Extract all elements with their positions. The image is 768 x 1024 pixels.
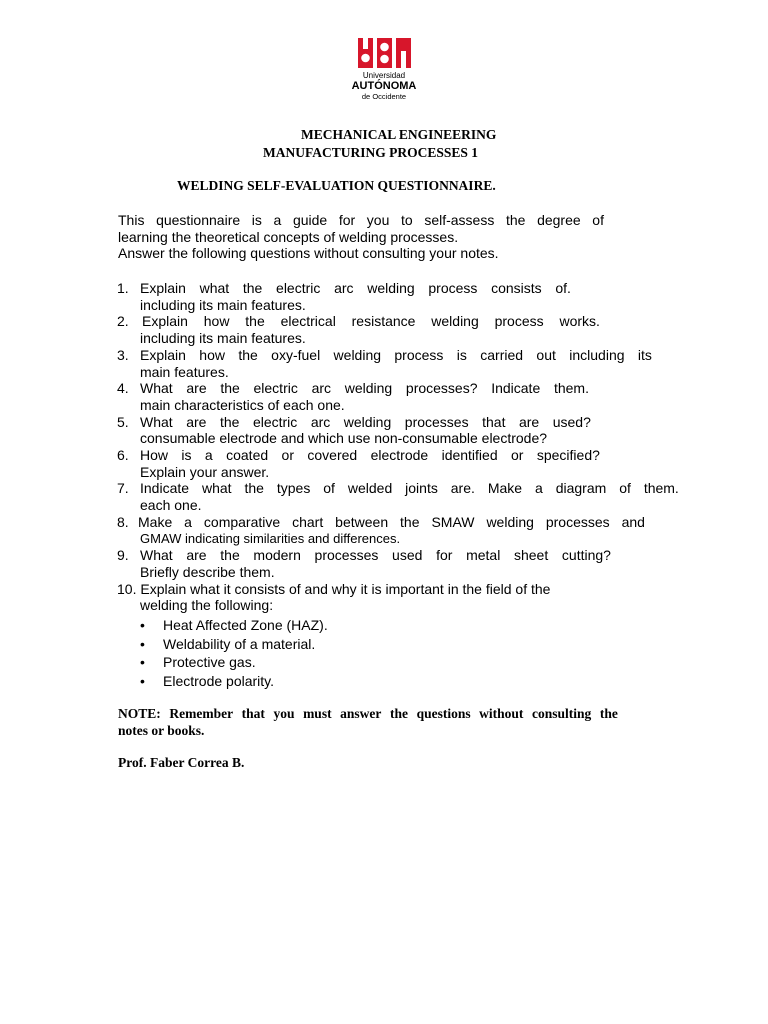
question-text: [140, 414, 591, 431]
word: how: [199, 346, 225, 363]
word: electric: [276, 280, 321, 296]
word: oxy-fuel: [271, 346, 321, 363]
question-item: [117, 547, 679, 580]
word: Remember: [169, 706, 234, 721]
word: processes: [314, 547, 379, 564]
question-number: 7.: [117, 480, 129, 497]
word: Explain: [142, 313, 188, 330]
word: how: [203, 313, 230, 330]
question-text: [142, 313, 600, 330]
course-department: MECHANICAL ENGINEERING: [301, 127, 497, 142]
questionnaire-title: WELDING SELF-EVALUATION QUESTIONNAIRE.: [177, 178, 496, 193]
word: welding: [333, 346, 382, 363]
word: Make: [487, 480, 523, 497]
word: the: [244, 480, 264, 497]
bullet-icon: •: [140, 635, 145, 652]
word: welding: [367, 280, 415, 296]
question-continuation: main features.: [140, 363, 229, 380]
question-continuation: welding the following:: [140, 597, 274, 614]
word: the: [238, 346, 258, 363]
course-name: MANUFACTURING PROCESSES 1: [263, 145, 479, 160]
question-item: [117, 414, 679, 447]
question-continuation: GMAW indicating similarities and differences.: [140, 530, 401, 546]
note-line-2: notes or books.: [118, 723, 205, 738]
word: are: [186, 547, 207, 564]
word: the: [505, 212, 526, 228]
word: to: [401, 212, 413, 228]
question-text: [140, 280, 571, 297]
word: welding: [486, 513, 534, 530]
question-number: 9.: [117, 547, 129, 564]
bullet-icon: •: [140, 654, 145, 671]
question-item: [117, 347, 679, 380]
word: welding: [343, 413, 392, 430]
word: of.: [555, 280, 571, 296]
word: answer: [340, 706, 382, 721]
word: them.: [643, 480, 679, 497]
question-number: 6.: [117, 447, 129, 464]
word: a: [204, 447, 213, 464]
logo-line-1: Universidad: [362, 71, 406, 80]
word: for: [338, 212, 356, 228]
word: without: [479, 706, 524, 721]
note-line-1: [118, 705, 618, 722]
word: comparative: [203, 513, 281, 530]
word: SMAW: [431, 513, 475, 530]
word: coated: [226, 447, 269, 464]
word: the: [245, 313, 265, 330]
word: diagram: [555, 480, 607, 497]
word: NOTE:: [118, 706, 161, 721]
word: consists: [491, 280, 542, 296]
word: out: [536, 346, 556, 363]
word: must: [303, 706, 332, 721]
question-text: [140, 480, 679, 497]
word: of: [592, 212, 604, 228]
word: them.: [553, 380, 589, 397]
bullet-icon: •: [140, 617, 145, 634]
question-number: 5.: [117, 413, 129, 430]
question-item: [117, 313, 679, 346]
word: what: [199, 280, 230, 296]
question-item: [117, 480, 679, 513]
question-text: [140, 547, 611, 564]
word: arc: [334, 280, 354, 296]
word: works.: [559, 313, 600, 330]
word: covered: [307, 447, 358, 464]
word: What: [140, 547, 173, 564]
word: What: [140, 413, 173, 430]
word: carried: [480, 346, 524, 363]
question-text: [140, 380, 589, 397]
word: arc: [310, 413, 331, 430]
word: questionnaire: [156, 212, 241, 228]
word: the: [219, 413, 240, 430]
intro-line-3: Answer the following questions without consulting your notes.: [118, 245, 499, 262]
question-text: [140, 447, 600, 464]
word: or: [281, 447, 294, 464]
professor-signature: Prof. Faber Correa B.: [118, 755, 245, 770]
word: questions: [416, 706, 471, 721]
word: you: [366, 212, 390, 228]
word: that: [482, 413, 506, 430]
word: for: [436, 547, 453, 564]
word: including: [569, 346, 625, 363]
question-item: [117, 280, 679, 313]
question-continuation: including its main features.: [140, 296, 306, 313]
word: electric: [252, 413, 298, 430]
word: sheet: [513, 547, 549, 564]
word: metal: [466, 547, 501, 564]
question-number: 2.: [117, 313, 129, 330]
word: are.: [450, 480, 475, 497]
bullet-text: Electrode polarity.: [163, 672, 275, 689]
word: or: [511, 447, 524, 464]
word: the: [599, 706, 618, 721]
word: the: [242, 280, 263, 296]
question-text: [140, 347, 652, 364]
word: consulting: [532, 706, 592, 721]
word: guide: [292, 212, 328, 228]
word: processes?: [405, 380, 478, 397]
question-item: [117, 514, 679, 547]
word: processes: [545, 513, 610, 530]
word: between: [335, 513, 389, 530]
word: and: [621, 513, 645, 530]
question-text: 10. Explain what it consists of and why it is important in the field of the: [117, 580, 551, 597]
word: self-assess: [424, 212, 495, 228]
bullet-item: [140, 672, 679, 691]
word: are: [186, 413, 207, 430]
word: process: [394, 346, 444, 363]
word: Explain: [140, 280, 186, 296]
bullet-item: [140, 635, 679, 654]
word: welded: [347, 480, 393, 497]
word: a: [273, 212, 282, 228]
word: the: [220, 547, 240, 564]
word: what: [201, 480, 232, 497]
word: used: [392, 547, 423, 564]
word: degree: [537, 212, 581, 228]
logo-line-2: AUTÓNOMA: [351, 80, 417, 92]
question-continuation: Briefly describe them.: [140, 563, 275, 580]
question-number: 1.: [117, 280, 129, 296]
word: that: [241, 706, 265, 721]
word: the: [389, 706, 408, 721]
bullet-list: [140, 616, 679, 690]
word: electrical: [280, 313, 336, 330]
bullet-text: Protective gas.: [163, 654, 256, 671]
question-continuation: Explain your answer.: [140, 463, 270, 480]
word: a: [184, 513, 192, 530]
word: the: [400, 513, 420, 530]
word: Indicate: [491, 380, 541, 397]
word: Make: [138, 513, 173, 530]
word: Explain: [140, 346, 186, 363]
question-list: [117, 280, 679, 690]
question-item: [117, 581, 679, 690]
word: types: [276, 480, 311, 497]
question-item: [117, 380, 679, 413]
word: How: [140, 447, 169, 464]
word: used?: [552, 413, 591, 430]
bullet-item: [140, 616, 679, 635]
word: arc: [311, 380, 332, 397]
bullet-text: Weldability of a material.: [163, 635, 316, 652]
word: processes: [404, 413, 469, 430]
question-number: 8.: [117, 513, 129, 530]
bullet-item: [140, 653, 679, 672]
question-continuation: including its main features.: [140, 330, 306, 347]
question-item: [117, 447, 679, 480]
word: the: [220, 380, 240, 397]
word: you: [273, 706, 295, 721]
intro-paragraph: [118, 212, 604, 262]
word: electrode: [370, 447, 429, 464]
word: specified?: [536, 447, 600, 464]
word: a: [534, 480, 543, 497]
intro-line-1: [118, 212, 604, 229]
word: are: [518, 413, 540, 430]
question-continuation: each one.: [140, 497, 202, 514]
question-number: 4.: [117, 380, 129, 397]
word: welding: [344, 380, 393, 397]
word: process: [428, 280, 478, 296]
word: cutting?: [561, 547, 611, 564]
word: identified: [441, 447, 498, 464]
question-text: [138, 514, 645, 531]
question-continuation: main characteristics of each one.: [140, 396, 345, 413]
word: chart: [292, 513, 324, 530]
university-logo-mark: [346, 36, 422, 72]
word: resistance: [351, 313, 416, 330]
word: is: [181, 447, 192, 464]
bullet-icon: •: [140, 672, 145, 689]
logo-text: [330, 72, 438, 101]
word: joints: [405, 480, 438, 497]
word: This: [118, 212, 145, 228]
bullet-text: Heat Affected Zone (HAZ).: [163, 617, 328, 634]
word: of: [323, 480, 335, 497]
word: its: [637, 346, 652, 363]
word: electric: [253, 380, 298, 397]
question-number: 3.: [117, 346, 129, 363]
word: are: [186, 380, 207, 397]
word: of: [619, 480, 631, 497]
intro-line-2: learning the theoretical concepts of welding processes.: [118, 228, 459, 245]
question-continuation: consumable electrode and which use non-consumable electrode?: [140, 430, 548, 447]
word: Indicate: [140, 480, 190, 497]
word: is: [456, 346, 467, 363]
word: What: [140, 380, 173, 397]
logo-line-3: de Occidente: [361, 92, 407, 101]
word: welding: [431, 313, 479, 330]
word: modern: [253, 547, 301, 564]
word: is: [251, 212, 262, 228]
word: process: [494, 313, 544, 330]
note-paragraph: [118, 705, 618, 739]
